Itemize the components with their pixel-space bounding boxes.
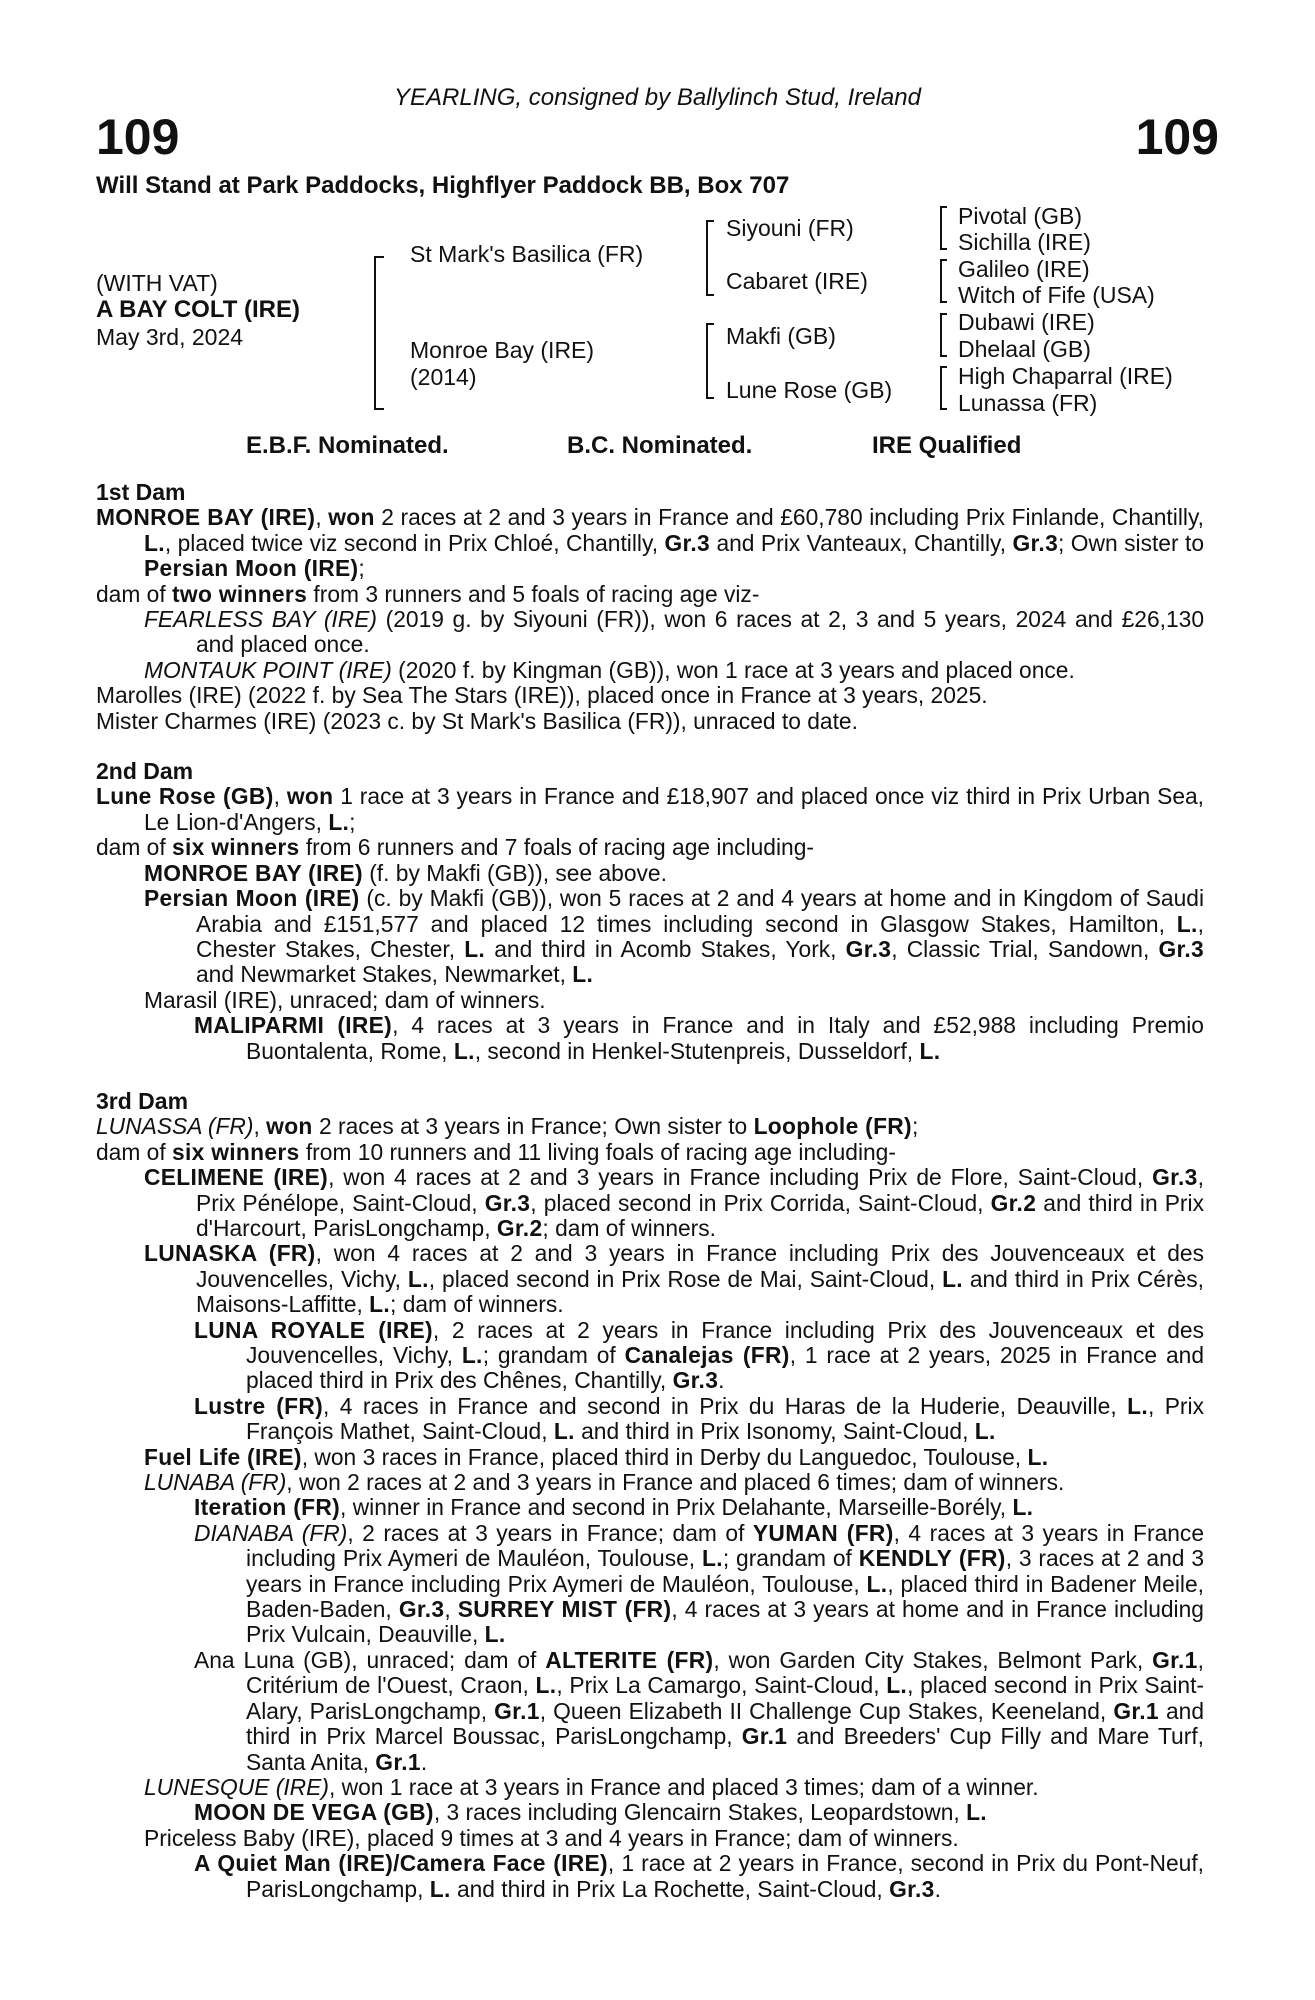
produce-marolles: Marolles (IRE) (2022 f. by Sea The Stars (IRE)), placed once in France at 3 years, 2025. — [96, 682, 988, 709]
brace-dam — [706, 323, 714, 399]
produce-montauk-point: MONTAUK POINT (IRE) (2020 f. by Kingman (GB)), won 1 race at 3 years and placed once. — [144, 656, 1075, 683]
brace-g3 — [940, 313, 947, 357]
first-dam-entry: MONROE BAY (IRE), won 2 races at 2 and 3 years in France and £60,780 including Prix Finlande, Chantilly, L., placed twice viz second in Prix Chloé, Chantilly, Gr.3 and Prix Vanteaux, Chantilly, Gr.3; Own sister to Persian Moon (IRE); — [96, 504, 1205, 582]
second-dam-heading: 2nd Dam — [96, 758, 194, 785]
produce-priceless-baby: Priceless Baby (IRE), placed 9 times at 3 and 4 years in France; dam of winners. — [144, 1824, 959, 1851]
third-dam-entry: LUNASSA (FR), won 2 races at 3 years in France; Own sister to Loophole (FR); — [96, 1113, 919, 1140]
sire-dam: Cabaret (IRE) — [726, 268, 868, 294]
produce-lustre: Lustre (FR), 4 races in France and second in Prix du Haras de la Huderie, Deauville, L., Prix François Mathet, Saint-Cloud, L. and third in Prix Isonomy, Saint-Cloud, L. — [194, 1392, 1204, 1445]
bc-nomination: B.C. Nominated. — [567, 432, 753, 459]
horse-name: A BAY COLT (IRE) — [96, 296, 301, 323]
granddam-3: Dhelaal (GB) — [958, 336, 1091, 362]
grandsire-4: High Chaparral (IRE) — [958, 363, 1173, 389]
lot-number-left: 109 — [96, 109, 180, 165]
produce-dianaba: DIANABA (FR), 2 races at 3 years in France; dam of YUMAN (FR), 4 races at 3 years in France including Prix Aymeri de Mauléon, Toulouse, L.; grandam of KENDLY (FR), 3 races at 2 and 3 years in France including Prix Aymeri de Mauléon, Toulouse, L., placed third in Badener Meile, Baden-Baden, Gr.3, SURREY MIST (FR), 4 races at 3 years at home and in France including Prix Vulcain, Deauville, L. — [194, 1519, 1204, 1648]
granddam-4: Lunassa (FR) — [958, 390, 1098, 416]
produce-celimene: CELIMENE (IRE), won 4 races at 2 and 3 years in France including Prix de Flore, Saint-Cloud, Gr.3, Prix Pénélope, Saint-Cloud, Gr.3, placed second in Prix Corrida, Saint-Cloud, Gr.2 and third in Prix d'Harcourt, ParisLongchamp, Gr.2; dam of winners. — [144, 1164, 1204, 1241]
catalogue-body — [96, 480, 1204, 1902]
produce-maliparmi: MALIPARMI (IRE), 4 races at 3 years in France and in Italy and £52,988 including Premio Buontalenta, Rome, L., second in Henkel-Stutenpreis, Dusseldorf, L. — [194, 1012, 1204, 1064]
lot-number-right: 109 — [1135, 109, 1219, 165]
produce-fuel-life: Fuel Life (IRE), won 3 races in France, placed third in Derby du Languedoc, Toulouse, L. — [144, 1443, 1049, 1470]
produce-moon-de-vega: MOON DE VEGA (GB), 3 races including Glencairn Stakes, Leopardstown, L. — [194, 1799, 987, 1826]
grandsire-3: Dubawi (IRE) — [958, 309, 1095, 335]
second-dam-produce-summary: dam of six winners from 6 runners and 7 foals of racing age including- — [96, 834, 815, 861]
produce-ana-luna: Ana Luna (GB), unraced; dam of ALTERITE (FR), won Garden City Stakes, Belmont Park, Gr.1, Critérium de l'Ouest, Craon, L., Prix La Camargo, Saint-Cloud, L., placed second in Prix Saint-Alary, ParisLongchamp, Gr.1, Queen Elizabeth II Challenge Cup Stakes, Keeneland, Gr.1 and third in Prix Marcel Boussac, ParisLongchamp, Gr.1 and Breeders' Cup Filly and Mare Turf, Santa Anita, Gr.1. — [194, 1646, 1204, 1775]
produce-iteration: Iteration (FR), winner in France and second in Prix Delahante, Marseille-Borély, L. — [194, 1494, 1034, 1521]
sire: St Mark's Basilica (FR) — [410, 241, 644, 267]
ebf-nomination: E.B.F. Nominated. — [246, 432, 449, 459]
brace-g4 — [940, 366, 947, 410]
produce-a-quiet-man: A Quiet Man (IRE)/Camera Face (IRE), 1 race at 2 years in France, second in Prix du Pont-Neuf, ParisLongchamp, L. and third in Prix La Rochette, Saint-Cloud, Gr.3. — [194, 1850, 1204, 1902]
produce-mister-charmes: Mister Charmes (IRE) (2023 c. by St Mark's Basilica (FR)), unraced to date. — [96, 707, 858, 734]
produce-lunesque: LUNESQUE (IRE), won 1 race at 3 years in France and placed 3 times; dam of a winner. — [144, 1773, 1039, 1800]
foaling-date: May 3rd, 2024 — [96, 324, 244, 350]
dam-sire: Makfi (GB) — [726, 323, 836, 349]
brace-sire — [706, 220, 714, 296]
granddam-2: Witch of Fife (USA) — [958, 282, 1155, 308]
produce-marasil: Marasil (IRE), unraced; dam of winners. — [144, 986, 546, 1013]
brace-g2 — [940, 259, 947, 303]
vat-note: (WITH VAT) — [96, 270, 218, 296]
grandsire-1: Pivotal (GB) — [958, 203, 1082, 229]
produce-lunaska: LUNASKA (FR), won 4 races at 2 and 3 years in France including Prix des Jouvenceaux et des Jouvencelles, Vichy, L., placed second in Prix Rose de Mai, Saint-Cloud, L. and third in Prix Cérès, Maisons-Laffitte, L.; dam of winners. — [144, 1240, 1204, 1318]
dam-year: (2014) — [410, 364, 477, 390]
sale-header: YEARLING, consigned by Ballylinch Stud, Ireland — [394, 84, 921, 111]
produce-monroe-bay: MONROE BAY (IRE) (f. by Makfi (GB)), see above. — [144, 859, 667, 886]
grandsire-2: Galileo (IRE) — [958, 256, 1090, 282]
produce-persian-moon: Persian Moon (IRE) (c. by Makfi (GB)), won 5 races at 2 and 4 years at home and in Kingdom of Saudi Arabia and £151,577 and placed 12 times including second in Glasgow Stakes, Hamilton, L., Chester Stakes, Chester, L. and third in Acomb Stakes, York, Gr.3, Classic Trial, Sandown, Gr.3 and Newmarket Stakes, Newmarket, L. — [144, 885, 1205, 988]
dam-dam: Lune Rose (GB) — [726, 377, 893, 403]
sire-sire: Siyouni (FR) — [726, 215, 854, 241]
produce-luna-royale: LUNA ROYALE (IRE), 2 races at 2 years in France including Prix des Jouvenceaux et des Jouvencelles, Vichy, L.; grandam of Canalejas (FR), 1 race at 2 years, 2025 in France and placed third in Prix des Chênes, Chantilly, Gr.3. — [194, 1316, 1204, 1394]
second-dam-entry: Lune Rose (GB), won 1 race at 3 years in France and £18,907 and placed once viz third in Prix Urban Sea, Le Lion-d'Angers, L.; — [96, 783, 1205, 835]
produce-fearless-bay: FEARLESS BAY (IRE) (2019 g. by Siyouni (FR)), won 6 races at 2, 3 and 5 years, 2024 and £26,130 and placed once. — [144, 606, 1204, 658]
granddam-1: Sichilla (IRE) — [958, 229, 1091, 255]
produce-lunaba: LUNABA (FR), won 2 races at 2 and 3 years in France and placed 6 times; dam of winners. — [144, 1469, 1065, 1496]
stand-location: Will Stand at Park Paddocks, Highflyer Paddock BB, Box 707 — [96, 172, 790, 199]
pedigree-brace-main — [374, 256, 384, 410]
dam: Monroe Bay (IRE) — [410, 337, 595, 363]
third-dam-produce-summary: dam of six winners from 10 runners and 11 living foals of racing age including- — [96, 1138, 896, 1165]
first-dam-heading: 1st Dam — [96, 479, 186, 505]
brace-g1 — [940, 206, 947, 250]
third-dam-heading: 3rd Dam — [96, 1087, 189, 1114]
ire-qualification: IRE Qualified — [872, 432, 1022, 459]
first-dam-produce-summary: dam of two winners from 3 runners and 5 foals of racing age viz- — [96, 580, 760, 607]
